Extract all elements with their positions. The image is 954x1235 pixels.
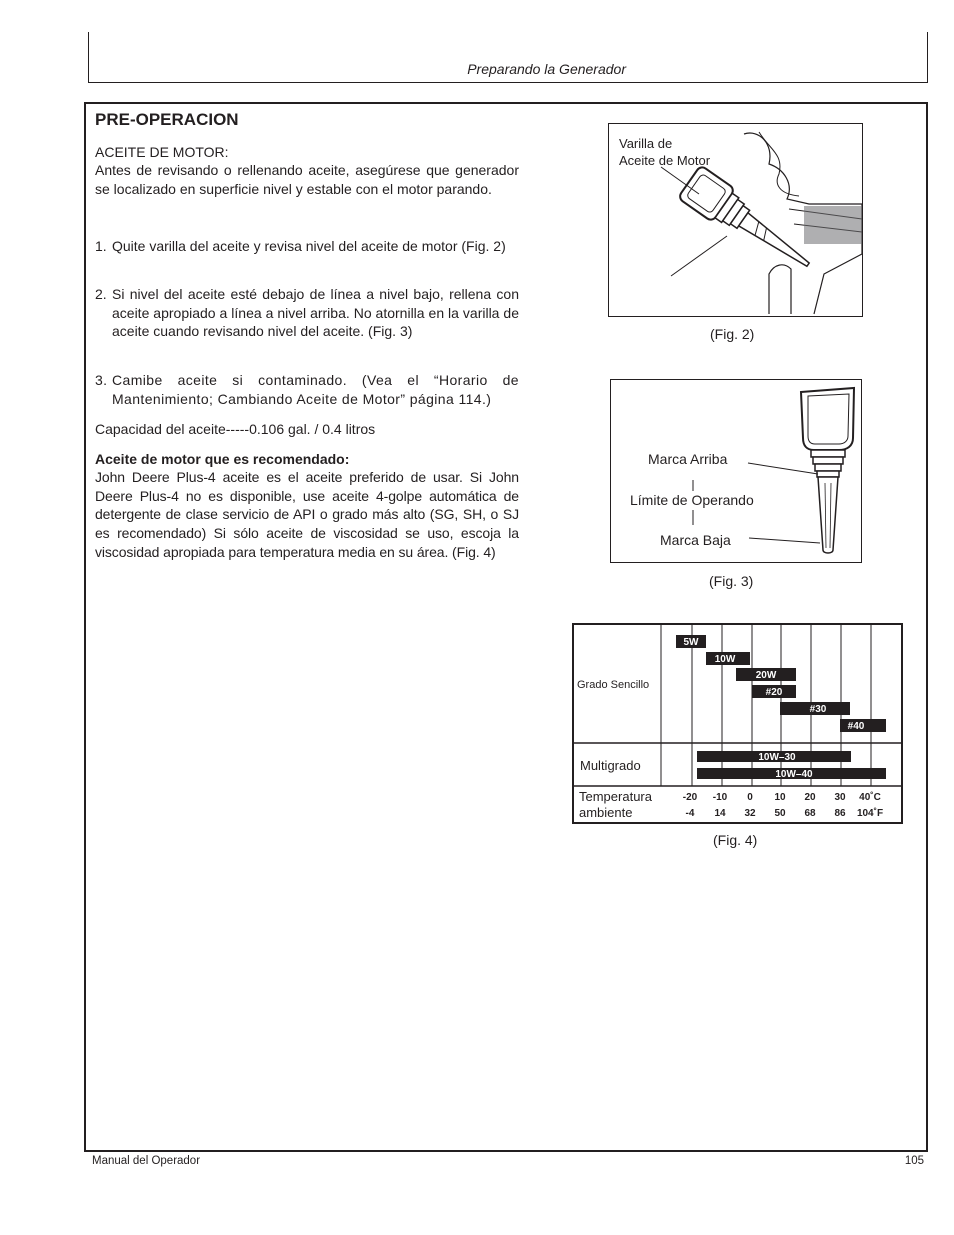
temp-c-4: 10	[774, 792, 786, 803]
fig3-caption: (Fig. 3)	[709, 573, 754, 589]
section-title: PRE-OPERACION	[95, 110, 239, 129]
fig3-illustration	[610, 379, 862, 563]
temp-c-3: 0	[747, 792, 753, 803]
step-2	[95, 285, 519, 341]
grade-label-5w: 5W	[683, 637, 699, 648]
recommended-paragraph: John Deere Plus-4 aceite es el aceite preferido de usar. Si John Deere Plus-4 no es disponible, use aceite 4-golpe automática de detergente de clase servicio de API o grado más alto (SG, SH, o SJ es recomendado) Si sólo aceite de viscosidad se uso, escoja la viscosidad apropiada para temperatura media en su área. (Fig. 4)	[95, 469, 519, 560]
step-text: Quite varilla del aceite y revisa nivel del aceite de motor (Fig. 2)	[112, 238, 506, 254]
intro-paragraph: Antes de revisando o rellenando aceite, asegúrese que generador se localizado en superficie nivel y estable con el motor parando.	[95, 162, 519, 197]
row-label-temp-line2: ambiente	[579, 805, 633, 820]
row-label-multigrade: Multigrado	[580, 758, 641, 773]
fig2-caption: (Fig. 2)	[710, 326, 755, 342]
fig3-lower-mark-label: Marca Baja	[660, 532, 731, 548]
temp-c-6: 30	[834, 792, 846, 803]
grade-label-20w: 20W	[755, 670, 777, 681]
footer-page-number: 105	[904, 1155, 924, 1167]
temp-f-7: 104˚F	[856, 808, 884, 819]
row-label-single-grade: Grado Sencillo	[577, 679, 650, 691]
row-label-temp-line1: Temperatura	[579, 789, 652, 804]
viscosity-chart-grid	[574, 625, 901, 822]
temp-f-3: 32	[744, 808, 756, 819]
fig2-label-line1: Varilla de	[619, 136, 673, 151]
step-3	[95, 371, 519, 408]
grade-label-20: #20	[765, 687, 783, 698]
fig3-upper-mark-label: Marca Arriba	[648, 451, 728, 467]
temp-f-6: 86	[834, 808, 846, 819]
temp-f-5: 68	[804, 808, 816, 819]
dipstick-marks-drawing	[611, 380, 861, 562]
grade-label-10w30: 10W–30	[758, 752, 796, 763]
temp-c-7: 40˚C	[859, 792, 881, 803]
temp-c-2: -10	[712, 792, 728, 803]
step-text: Si nivel del aceite esté debajo de línea a nivel bajo, rellena con aceite apropiado a línea a nivel arriba. No atornilla en la varilla de aceite cuando revisando nivel del aceite. (Fig. 3)	[112, 286, 519, 340]
footer-manual-title: Manual del Operador	[92, 1155, 201, 1167]
temp-c-1: -20	[682, 792, 698, 803]
grade-label-10w40: 10W–40	[775, 769, 813, 780]
temp-f-1: -4	[685, 808, 695, 819]
temp-f-4: 50	[774, 808, 786, 819]
grade-label-10w: 10W	[714, 654, 736, 665]
grade-label-30: #30	[809, 704, 827, 715]
recommended-heading: Aceite de motor que es recomendado:	[95, 451, 350, 467]
grade-label-40: #40	[847, 721, 865, 732]
fig4-viscosity-chart	[572, 623, 903, 824]
step-number: 3.	[95, 372, 108, 388]
oil-capacity: Capacidad del aceite-----0.106 gal. / 0.4 litros	[95, 421, 376, 437]
step-text: Camibe aceite si contaminado. (Vea el “Horario de Mantenimiento; Cambiando Aceite de Motor” página 114.)	[112, 372, 519, 407]
fig3-operating-limit-label: Límite de Operando	[630, 492, 754, 508]
temp-f-2: 14	[714, 808, 726, 819]
fig2-label-line2: Aceite de Motor	[619, 153, 711, 168]
page-header-title: Preparando la Generador	[467, 61, 626, 77]
temp-c-5: 20	[804, 792, 816, 803]
step-number: 2.	[95, 286, 107, 302]
fig4-caption: (Fig. 4)	[713, 832, 758, 848]
step-number: 1.	[95, 238, 107, 254]
step-1	[95, 237, 519, 256]
section-subtitle: ACEITE DE MOTOR:	[95, 144, 229, 160]
